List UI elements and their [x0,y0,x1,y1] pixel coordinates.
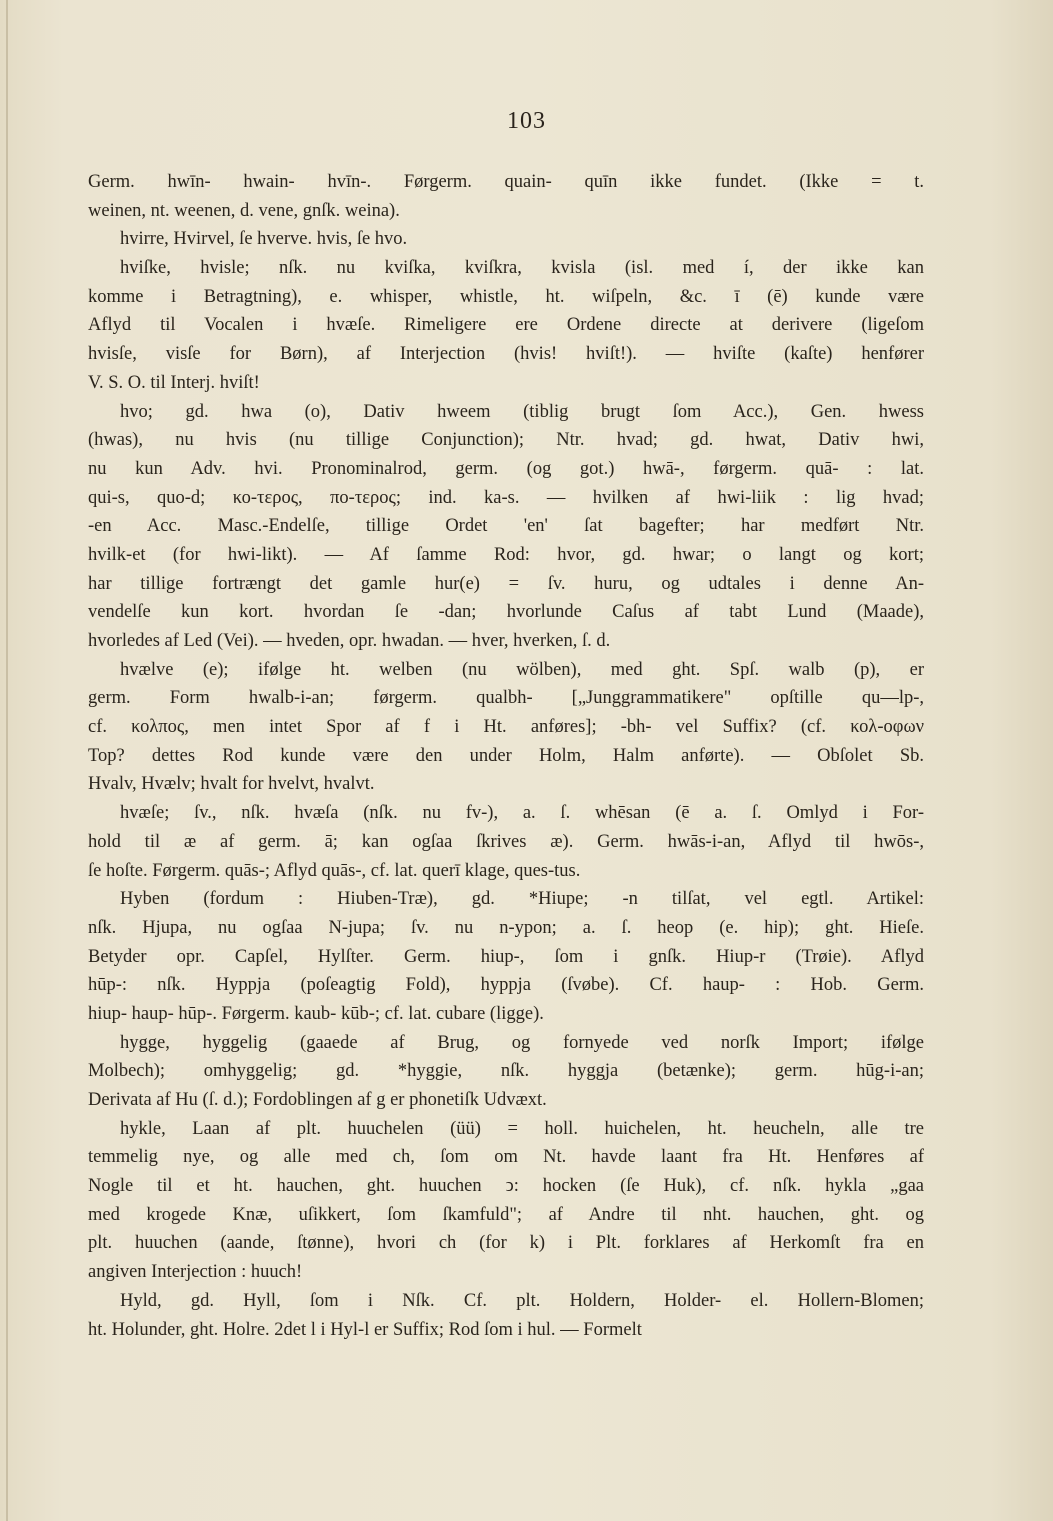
page-edge [6,0,8,1521]
dictionary-entry [88,885,924,1028]
text-line: weinen, nt. weenen, d. vene, gnſk. weina). [88,200,400,221]
text-line: angiven Interjection : huuch! [88,1262,303,1283]
text-line: hykle, Laan af plt. huuchelen (üü) = holl. huichelen, ht. heucheln, alle tre [120,1118,924,1139]
text-line: nſk. Hjupa, nu ogſaa N-jupa; ſv. nu n-ypon; a. ſ. heop (e. hip); ght. Hieſe. [88,917,924,938]
text-line: hūp-: nſk. Hyppja (poſeagtig Fold), hyppja (ſvøbe). Cf. haup- : Hob. Germ. [88,975,924,996]
text-line: hygge, hyggelig (gaaede af Brug, og fornyede ved norſk Import; ifølge [120,1032,924,1053]
text-line: Hvalv, Hvælv; hvalt for hvelvt, hvalvt. [88,774,375,795]
text-line: Betyder opr. Capſel, Hylſter. Germ. hiup-, ſom i gnſk. Hiup-r (Trøie). Aflyd [88,946,924,967]
text-line: vendelſe kun kort. hvordan ſe -dan; hvorlunde Caſus af tabt Lund (Maade), [88,602,924,623]
text-line: hvilk-et (for hwi-likt). — Af ſamme Rod: hvor, gd. hwar; o langt og kort; [88,544,924,565]
text-line: hiup- haup- hūp-. Førgerm. kaub- kūb-; cf. lat. cubare (ligge). [88,1003,544,1024]
text-line: hvælve (e); ifølge ht. welben (nu wölben), med ght. Spſ. walb (p), er [120,659,924,680]
text-line: qui-s, quo-d; κο-τερος, πο-τερος; ind. ka-s. — hvilken af hwi-liik : lig hvad; [88,487,924,508]
text-line: ht. Holunder, ght. Holre. 2det l i Hyl-l er Suffix; Rod ſom i hul. — Formelt [88,1319,642,1340]
dictionary-entry [88,799,924,885]
dictionary-entry [88,1287,924,1344]
text-line: V. S. O. til Interj. hviſt! [88,372,260,393]
text-line: -en Acc. Masc.-Endelſe, tillige Ordet 'en' ſat bagefter; har medført Ntr. [88,516,924,537]
text-line: hvorledes af Led (Vei). — hveden, opr. hwadan. — hver, hverken, ſ. d. [88,631,611,651]
text-line: ſe hoſte. Førgerm. quās-; Aflyd quās-, cf. lat. querī klage, ques-tus. [88,860,581,881]
text-line: Top? dettes Rod kunde være den under Holm, Halm anførte). — Obſolet Sb. [88,745,924,766]
text-line: Derivata af Hu (ſ. d.); Fordoblingen af g er phonetiſk Udvæxt. [88,1090,547,1110]
text-line: temmelig nye, og alle med ch, ſom om Nt. havde laant fra Ht. Henføres af [88,1147,924,1168]
text-line: germ. Form hwalb-i-an; førgerm. qualbh- [„Junggrammatikere" opſtille qu—lp-, [88,688,924,709]
text-line: Hyld, gd. Hyll, ſom i Nſk. Cf. plt. Holdern, Holder- el. Hollern-Blomen; [120,1290,924,1311]
text-line: cf. κολπος, men intet Spor af f i Ht. anføres]; -bh- vel Suffix? (cf. κολ-οφων [88,717,924,738]
dictionary-entry [88,254,924,397]
text-line: hvisſe, visſe for Børn), af Interjection (hvis! hviſt!). — hviſte (kaſte) henfører [88,344,924,365]
text-line: Aflyd til Vocalen i hvæſe. Rimeligere ere Ordene directe at derivere (ligeſom [88,315,924,336]
text-line: med krogede Knæ, uſikkert, ſom ſkamfuld"; af Andre til nht. hauchen, ght. og [88,1204,924,1225]
text-line: Germ. hwīn- hwain- hvīn-. Førgerm. quain- quīn ikke fundet. (Ikke = t. [88,172,924,192]
text-line: hold til æ af germ. ā; kan ogſaa ſkrives æ). Germ. hwās-i-an, Aflyd til hwōs-, [88,831,924,852]
dictionary-entry [88,225,924,254]
text-line: Nogle til et ht. hauchen, ght. huuchen ↄ: hocken (ſe Huk), cf. nſk. hykla „gaa [88,1176,924,1197]
text-line: hviſke, hvisle; nſk. nu kviſka, kviſkra, kvisla (isl. med í, der ikke kan [120,258,924,279]
text-line: (hwas), nu hvis (nu tillige Conjunction); Ntr. hvad; gd. hwat, Dativ hwi, [88,430,924,451]
text-line: plt. huuchen (aande, ſtønne), hvori ch (for k) i Plt. forklares af Herkomſt fra en [88,1233,924,1254]
text-line: hvirre, Hvirvel, ſe hverve. hvis, ſe hvo. [120,229,408,250]
dictionary-entry [88,168,924,225]
text-line: hvæſe; ſv., nſk. hvæſa (nſk. nu fv-), a. ſ. whēsan (ē a. ſ. Omlyd i For- [120,803,924,824]
text-line: Molbech); omhyggelig; gd. *hyggie, nſk. hyggja (betænke); germ. hūg-i-an; [88,1061,924,1082]
text-line: komme i Betragtning), e. whisper, whistle, ht. wiſpeln, &c. ī (ē) kunde være [88,286,924,307]
dictionary-entry [88,1029,924,1115]
text-line: Hyben (fordum : Hiuben-Træ), gd. *Hiupe; -n tilſat, vel egtl. Artikel: [120,889,924,910]
dictionary-entry [88,398,924,656]
text-line: nu kun Adv. hvi. Pronominalrod, germ. (og got.) hwā-, førgerm. quā- : lat. [88,458,924,479]
dictionary-text [88,168,924,1344]
dictionary-entry [88,656,924,799]
page-number: 103 [507,108,546,134]
text-line: har tillige fortrængt det gamle hur(e) = ſv. huru, og udtales i denne An- [88,573,924,594]
text-line: hvo; gd. hwa (o), Dativ hweem (tiblig brugt ſom Acc.), Gen. hwess [120,401,924,422]
dictionary-entry [88,1115,924,1287]
